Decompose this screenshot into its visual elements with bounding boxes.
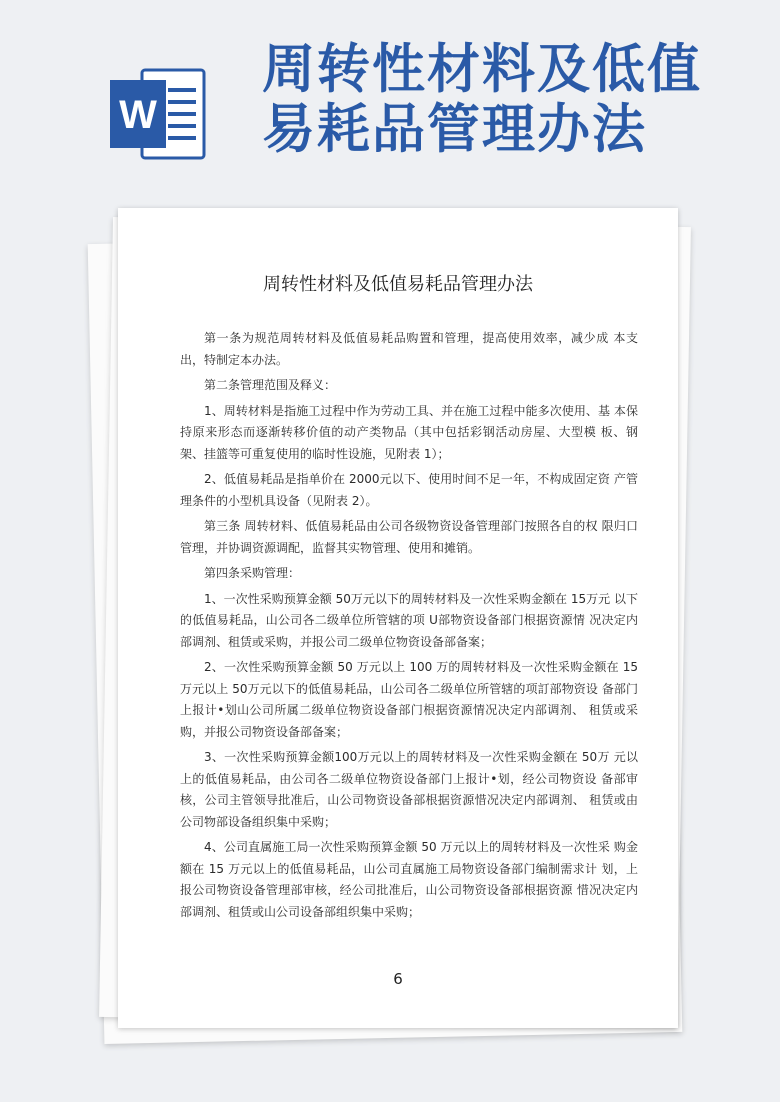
word-icon-letter: W <box>119 93 157 137</box>
document-title: 周转性材料及低值易耗品管理办法 <box>263 274 533 295</box>
banner-title-line-1: 周转性材料及低值 <box>262 39 702 100</box>
paragraph: 第三条 周转材料、低值易耗品由公司各级物资设备管理部门按照各自的权 限归口管理，并协调资源调配，监督其实物管理、使用和摊销。 <box>180 519 638 555</box>
paragraph: 第一条为规范周转材料及低值易耗品购置和管理，提高使用效率，减少成 本支出，特制定本办法。 <box>180 331 638 367</box>
document-page <box>118 208 678 1028</box>
header-banner <box>0 0 780 200</box>
paragraph: 1、一次性采购预算金额 50万元以下的周转材料及一次性采购金额在 15万元 以下的低值易耗品，山公司各二级单位所管辖的项 U部物资设备部门根据资源情 况决定内部调剂、租赁或采购，并报公司二级单位物资设备部备案； <box>180 591 638 649</box>
banner-title-line-2: 易耗品管理办法 <box>262 99 647 160</box>
paragraph: 4、公司直属施工局一次性采购预算金额 50 万元以上的周转材料及一次性采 购金额在 15 万元以上的低值易耗品，山公司直属施工局物资设备部门编制需求计 划，上报公司物资设备管理部审核，经公司批准后，山公司物资设备部根据资源 惜况决定内部调剂、租赁或山公司设备部组织集中采购； <box>180 840 638 919</box>
word-document-icon <box>108 66 208 162</box>
paragraph: 2、一次性采购预算金额 50 万元以上 100 万的周转材料及一次性采购金额在 15万元以上 50万元以下的低值易耗品，山公司各二级单位所管辖的项訂部物资设 备部门上报计•划山公司所属二级单位物资设备部门根据资源情况决定内部调剂、 租赁或采购，并报公司物资设备部备案； <box>180 660 638 739</box>
banner-title <box>262 40 702 160</box>
page-number: 6 <box>393 970 403 988</box>
paragraph: 1、周转材料是指施工过程中作为劳动工具、并在施工过程中能多次使用、基 本保持原来形态而逐渐转移价值的动产类物品（其中包括彩钢活动房屋、大型模 板、钢架、挂篮等可重复使用的临时性设施，见附表 1）； <box>180 403 638 461</box>
paragraph: 第二条管理范围及释义： <box>204 378 337 392</box>
document-body <box>180 328 638 927</box>
paragraph: 3、一次性采购预算金额100万元以上的周转材料及一次性采购金额在 50万 元以上的低值易耗品，由公司各二级单位物资设备部门上报计•划，经公司物资设 备部审核，公司主管领导批准后，山公司物资设备部根据资源惜况决定内部调剂、 租赁或由公司物部设备组织集中采购； <box>180 750 638 829</box>
paragraph: 2、低值易耗品是指单价在 2000元以下、使用时间不足一年，不构成固定资 产管理条件的小型机具设备（见附表 2）。 <box>180 472 638 508</box>
paragraph: 第四条采购管理： <box>204 566 301 580</box>
